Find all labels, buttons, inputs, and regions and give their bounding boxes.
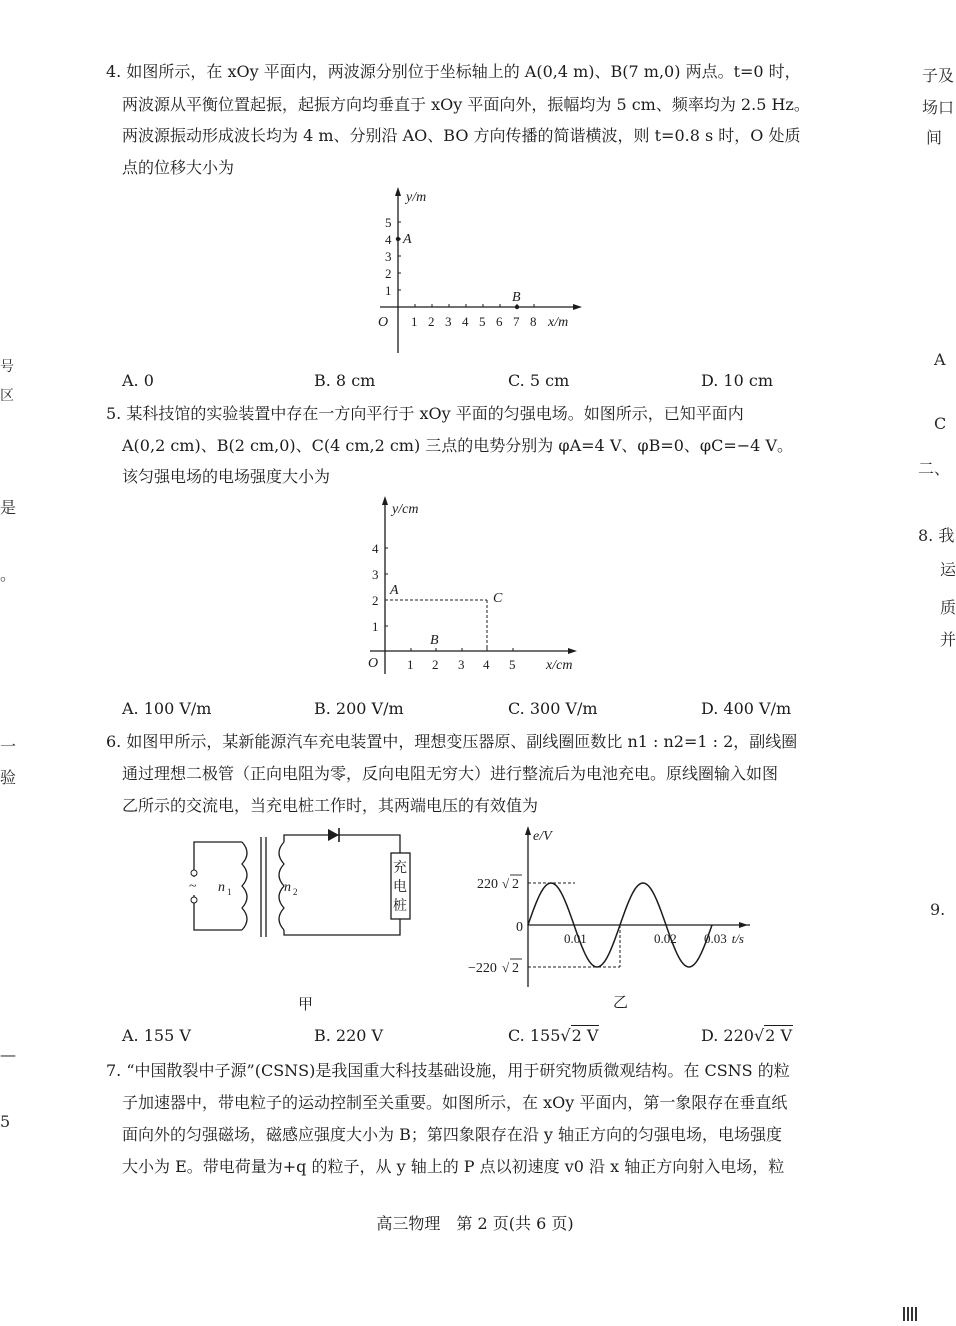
q5-y-label: y/cm	[392, 502, 419, 517]
graph-origin: 0	[516, 920, 523, 935]
right-frag-7: 8. 我	[918, 526, 955, 545]
q6-graph	[460, 822, 750, 1022]
q7-line-3: 面向外的匀强磁场，磁感应强度大小为 B；第四象限存在沿 y 轴正方向的匀强电场，电场强度	[122, 1125, 783, 1144]
q4-line-1: 4. 如图所示，在 xOy 平面内，两波源分别位于坐标轴上的 A(0,4 m)、B(7 m,0) 两点。t=0 时，	[106, 62, 801, 81]
q6-option-d	[701, 1025, 793, 1047]
n1-subscript: 1	[227, 887, 232, 897]
diode-icon	[328, 829, 339, 841]
q6-circuit-diagram	[180, 525, 420, 625]
graph-x-tick-1: 0.01	[564, 931, 587, 946]
q4-y-label: y/m	[406, 190, 427, 205]
q4-line-4: 点的位移大小为	[122, 158, 235, 177]
q4-x-tick-8: 8	[530, 314, 537, 329]
q5-x-tick-4: 4	[483, 657, 490, 672]
load-char-3: 桩	[393, 899, 407, 914]
graph-peak-pos: 220	[477, 877, 498, 892]
page-footer: 高三物理 第 2 页(共 6 页)	[376, 1214, 574, 1233]
q6-line-2: 通过理想二极管（正向电阻为零，反向电阻无穷大）进行整流后为电池充电。原线圈输入如图	[122, 764, 779, 783]
right-frag-5: C	[934, 414, 947, 433]
q5-point-b-label: B	[430, 633, 439, 648]
q7-line-2: 子加速器中，带电粒子的运动控制至关重要。如图所示，在 xOy 平面内，第一象限存在垂直纸	[122, 1093, 788, 1112]
q4-figure-axes	[360, 185, 590, 360]
q4-line-3: 两波源振动形成波长均为 4 m、分别沿 AO、BO 方向传播的简谐横波，则 t=0.8 s 时，O 处质	[122, 126, 801, 145]
graph-x-tick-3: 0.03	[704, 931, 727, 946]
q5-option-c: C. 300 V/m	[508, 699, 598, 718]
q4-x-tick-6: 6	[496, 314, 503, 329]
q5-line-1: 5. 某科技馆的实验装置中存在一方向平行于 xOy 平面的匀强电场。如图所示，已知平面内	[106, 404, 744, 423]
left-frag-6: 验	[0, 768, 17, 787]
qr-code-icon	[903, 1307, 917, 1321]
q5-point-c-label: C	[493, 591, 503, 606]
sqrt-symbol-d: √	[753, 1026, 765, 1045]
graph-peak-radicand: 2	[512, 877, 519, 892]
q7-line-4: 大小为 E。带电荷量为+q 的粒子，从 y 轴上的 P 点以初速度 v0 沿 x 轴正方向射入电场，粒	[122, 1157, 785, 1176]
q5-x-label: x/cm	[546, 658, 573, 673]
q4-y-tick-4: 4	[385, 232, 392, 247]
right-frag-9: 质	[940, 598, 956, 617]
right-frag-2: 场口	[922, 98, 955, 117]
terminal-bottom	[191, 897, 197, 903]
q5-y-tick-4: 4	[372, 541, 379, 556]
q5-y-tick-3: 3	[372, 567, 379, 582]
q4-y-tick-1: 1	[385, 283, 392, 298]
q5-y-tick-1: 1	[372, 619, 379, 634]
right-frag-1: 子及	[922, 66, 955, 85]
q4-option-b: B. 8 cm	[314, 371, 376, 390]
q5-line-2: A(0,2 cm)、B(2 cm,0)、C(4 cm,2 cm) 三点的电势分别为 φA=4 V、φB=0、φC=−4 V。	[122, 436, 794, 455]
sqrt-symbol-2: √	[502, 960, 510, 975]
q4-x-tick-2: 2	[428, 314, 435, 329]
left-frag-3: 是	[0, 498, 17, 517]
q7-line-1: 7. “中国散裂中子源”(CSNS)是我国重大科技基础设施，用于研究物质微观结构。在 CSNS 的粒	[106, 1061, 790, 1080]
q5-y-tick-2: 2	[372, 593, 379, 608]
graph-y-label: e/V	[533, 829, 552, 844]
q5-x-tick-1: 1	[407, 657, 414, 672]
graph-x-tick-2: 0.02	[654, 931, 677, 946]
q6-line-1: 6. 如图甲所示，某新能源汽车充电装置中，理想变压器原、副线圈匝数比 n1 : n2=1 : 2，副线圈	[106, 732, 798, 751]
q4-point-b-label: B	[512, 290, 521, 305]
ac-source-symbol: ~	[189, 879, 197, 894]
left-frag-4: 。	[0, 565, 17, 584]
sqrt-symbol-c: √	[560, 1026, 571, 1045]
left-frag-8: 5	[0, 1112, 11, 1131]
q4-x-tick-4: 4	[462, 314, 469, 329]
figure-jia-caption: 甲	[298, 997, 314, 1013]
q4-x-tick-1: 1	[411, 314, 418, 329]
q5-line-3: 该匀强电场的电场强度大小为	[122, 467, 331, 486]
q4-y-tick-3: 3	[385, 249, 392, 264]
q5-x-tick-3: 3	[458, 657, 465, 672]
right-frag-10: 并	[940, 630, 956, 649]
q4-x-tick-3: 3	[445, 314, 452, 329]
graph-peak-neg: −220	[468, 961, 497, 976]
left-frag-7: —	[0, 1045, 16, 1064]
load-char-2: 电	[393, 880, 407, 895]
q6-option-b: B. 220 V	[314, 1026, 384, 1045]
q4-option-c: C. 5 cm	[508, 371, 570, 390]
left-frag-5: 一	[0, 737, 17, 756]
q4-point-a-label: A	[403, 232, 412, 247]
q6-circuit	[180, 825, 420, 1015]
right-frag-8: 运	[940, 560, 956, 579]
n2-subscript: 2	[293, 887, 298, 897]
q5-origin: O	[368, 656, 379, 671]
terminal-top	[191, 870, 197, 876]
q6-option-d-prefix: D. 220	[701, 1026, 754, 1045]
q6-option-c-suffix: 2 V	[571, 1026, 599, 1045]
right-frag-6: 二、	[918, 459, 951, 478]
q4-x-tick-5: 5	[479, 314, 486, 329]
graph-trough-radicand: 2	[512, 961, 519, 976]
q5-x-tick-5: 5	[509, 657, 516, 672]
primary-coil	[242, 842, 247, 930]
q4-x-label: x/m	[548, 315, 569, 330]
q4-option-a: A. 0	[122, 371, 154, 390]
q5-option-b: B. 200 V/m	[314, 699, 404, 718]
figure-yi-caption: 乙	[613, 995, 629, 1011]
q4-point-b	[515, 305, 519, 309]
right-frag-11: 9.	[930, 900, 946, 919]
right-frag-3: 间	[926, 128, 943, 147]
q4-line-2: 两波源从平衡位置起振，起振方向均垂直于 xOy 平面向外，振幅均为 5 cm、频率均为 2.5 Hz。	[122, 95, 810, 114]
left-frag-1: 号	[0, 359, 14, 375]
q4-origin: O	[378, 315, 389, 330]
sqrt-symbol: √	[502, 876, 510, 891]
graph-x-label: t/s	[731, 931, 744, 946]
left-frag-2: 区	[0, 388, 14, 404]
q4-point-a	[396, 237, 400, 241]
q4-x-tick-7: 7	[513, 314, 520, 329]
right-frag-4: A	[934, 350, 946, 369]
n1-label: n	[218, 880, 225, 895]
q6-option-d-suffix: 2 V	[765, 1026, 792, 1045]
q5-point-a-label: A	[390, 583, 399, 598]
q6-option-a: A. 155 V	[122, 1026, 191, 1045]
q4-option-d: D. 10 cm	[701, 371, 774, 390]
q5-option-a: A. 100 V/m	[122, 699, 212, 718]
q4-y-tick-2: 2	[385, 266, 392, 281]
q6-option-c	[508, 1025, 599, 1047]
n2-label: n	[284, 880, 291, 895]
q4-y-tick-5: 5	[385, 215, 392, 230]
q6-option-c-prefix: C. 155	[508, 1026, 561, 1045]
load-char-1: 充	[393, 861, 407, 876]
q5-x-tick-2: 2	[432, 657, 439, 672]
q5-option-d: D. 400 V/m	[701, 699, 792, 718]
q6-line-3: 乙所示的交流电，当充电桩工作时，其两端电压的有效值为	[122, 796, 539, 815]
